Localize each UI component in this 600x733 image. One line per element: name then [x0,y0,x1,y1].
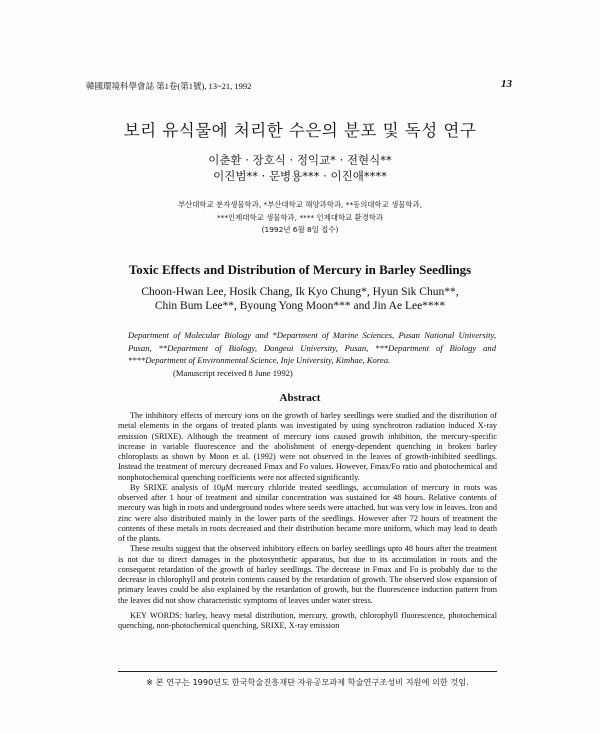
abstract-heading: Abstract [279,392,321,404]
korean-authors-line-1: 이춘환 · 장호식 · 정익교* · 전현식** [208,153,392,167]
korean-received-date: (1992년 6월 8일 접수) [261,225,339,234]
korean-affiliation-line-1: 부산대학교 분자생물학과, *부산대학교 해양과학과, **동의대학교 생물학과, [177,200,423,209]
abstract-paragraph-2: By SRIXE analysis of 10μM mercury chloride treated seedlings, accumulation of mercury in roots was observed after 1 hour of treatment and similar concentration was sustained for 48 hours. Relative contents of mercury was high in roots and underground nodes where seeds were attached, but was very low in leaves. Iron and zinc were also distributed mainly in the lower parts of the seedlings. However after 72 hours of treatment the contents of these metals in roots decreased and their distribution became more uniform, which may lead to death of the plants. [118,482,498,543]
page-number: 13 [501,78,512,90]
english-received-date: (Manuscript received 8 June 1992) [173,367,293,378]
english-affiliation-line-3: ****Department of Environmental Science, Inje University, Kimhae, Korea. [128,355,391,365]
english-authors-line-2: Chin Bum Lee**, Byoung Yong Moon*** and Jin Ae Lee**** [154,300,446,312]
korean-affiliation-line-2: ***인제대학교 생물학과, **** 인제대학교 환경학과 [216,212,384,222]
abstract-paragraph-1: The inhibitory effects of mercury ions on the growth of barley seedlings were studied and the distribution of metal elements in the organs of treated plants was investigated by using synchrotron radiation induced X-ray emission (SRIXE). Although the treatment of mercury ions caused growth inhibition, the mercury-specific increase in variable fluorescence and the abolishment of energy-dependent quenching in broken barley chloroplasts as shown by Moon et al. (1992) were not observed in the leaves of growth-inhibited seedlings. Instead the treatment of mercury decreased Fmax and Fo values. However, Fmax/Fo ratio and photochemical and nonphotochemical quenching coefficients were not affected significantly. [118,411,497,482]
english-affiliation-line-1: Department of Molecular Biology and *Department of Marine Sciences, Pusan National University, [128,330,496,340]
english-authors-line-1: Choon-Hwan Lee, Hosik Chang, Ik Kyo Chung*, Hyun Sik Chun**, [141,286,459,298]
abstract-body [118,411,497,631]
journal-citation: 韓國環境科學會誌 第1卷(第1號), 13~21, 1992 [86,81,252,91]
abstract-paragraph-3: These results suggest that the observed inhibitory effects on barley seedlings upto 48 hours after the treatment is not due to direct damages in the photosynthetic apparatus, but due to its accumulation in roots and the consequent retardation of the growth of barley seedlings. The decrease in Fmax and Fo is probably due to the decrease in chlorophyll and protein contents caused by the retardation of growth. The observed slow expansion of primary leaves could be also explained by the retardation of growth, but the fluorescence induction pattern from the leaves did not show characteristic symptoms of leaves under water stress. [118,544,497,605]
footnote-divider [118,671,497,672]
english-affiliation-line-2: Pusan, **Department of Biology, Dongeui University, Pusan, ***Department of Biology and [128,342,496,353]
korean-affiliations [0,199,600,237]
english-authors [0,285,600,313]
running-header [86,80,512,94]
korean-title: 보리 유식물에 처리한 수은의 분포 및 독성 연구 [123,121,477,140]
english-affiliations [128,329,496,379]
english-title: Toxic Effects and Distribution of Mercury in Barley Seedlings [128,262,472,277]
korean-authors [0,152,600,184]
korean-authors-line-2: 이진범** · 문병용*** · 이진애**** [213,169,387,183]
funding-footnote: ※ 본 연구는 1990년도 한국학술진흥재단 자유공모과제 학술연구조성비 지원에 의한 것임. [146,677,469,687]
keywords: KEY WORDS: barley, heavy metal distribution, mercury, growth, chlorophyll fluorescence, photochemical quenching, non-photochemical quenching, SRIXE, X-ray emission [118,610,497,630]
